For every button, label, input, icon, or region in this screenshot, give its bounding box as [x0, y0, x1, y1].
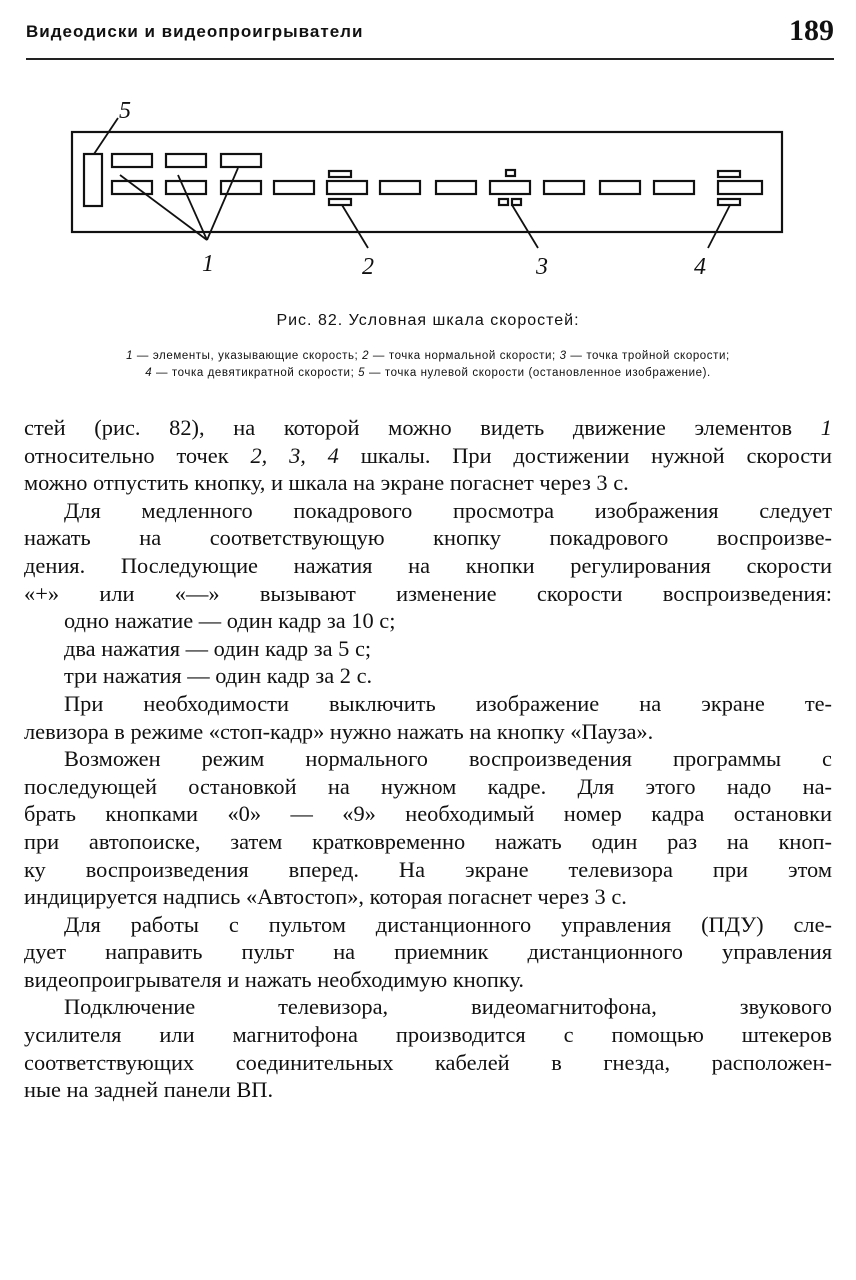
- scale-segment: [327, 181, 367, 194]
- legend-number: 3: [559, 350, 567, 362]
- triple-speed-mark: [506, 170, 515, 176]
- speed-element: [166, 154, 206, 167]
- legend-text: — точка нормальной скорости;: [369, 350, 560, 362]
- leader-line-1: [207, 168, 238, 240]
- text-line: усилителя или магнитофона производится с помощью штекеров: [24, 1022, 832, 1048]
- text-run: 2, 3, 4: [250, 442, 339, 468]
- text-line: Для медленного покадрового просмотра изображения следует: [64, 497, 832, 523]
- legend-number: 1: [126, 350, 134, 362]
- text-line: Возможен режим нормального воспроизведения программы с: [64, 746, 832, 772]
- text-line: Для работы с пультом дистанционного управления (ПДУ) сле-: [64, 911, 832, 937]
- text-line: Подключение телевизора, видеомагнитофона, звукового: [64, 994, 832, 1020]
- leader-line-1: [120, 175, 207, 240]
- scale-segment: [436, 181, 476, 194]
- leader-line-2: [342, 205, 368, 248]
- legend-text: — точка девятикратной скорости;: [152, 367, 359, 379]
- text-line: видеопроигрывателя и нажать необходимую кнопку.: [24, 966, 524, 992]
- figure-caption: Рис. 82. Условная шкала скоростей:: [276, 312, 580, 329]
- text-run: 1: [820, 415, 832, 440]
- normal-speed-mark: [329, 171, 351, 177]
- scale-segment: [600, 181, 640, 194]
- legend-text: — элементы, указывающие скорость;: [133, 350, 363, 362]
- text-line: левизора в режиме «стоп-кадр» нужно нажать на кнопку «Пауза».: [24, 718, 654, 744]
- body-text: [24, 414, 832, 1104]
- text-line: соответствующих соединительных кабелей в гнезда, расположен-: [24, 1049, 832, 1075]
- text-line: последующей остановкой на нужном кадре. Для этого надо на-: [24, 773, 832, 799]
- text-line: нажать на соответствующую кнопку покадрового воспроизве-: [24, 525, 832, 551]
- leader-line-5: [94, 118, 118, 154]
- text-line: [24, 414, 832, 442]
- zero-speed-point: [84, 154, 102, 206]
- figure-label-4: 4: [694, 254, 706, 280]
- text-line: при автопоиске, затем кратковременно нажать один раз на кноп-: [24, 828, 832, 854]
- figure-label-1: 1: [202, 251, 214, 277]
- leader-line-4: [708, 205, 730, 248]
- legend-number: 2: [362, 350, 370, 362]
- text-line: два нажатия — один кадр за 5 с;: [64, 635, 372, 661]
- speed-element: [112, 154, 152, 167]
- legend-number: 4: [145, 367, 153, 379]
- text-line: одно нажатие — один кадр за 10 с;: [64, 608, 396, 634]
- leader-line-3: [512, 205, 538, 248]
- triple-speed-point: [512, 199, 521, 205]
- text-line: три нажатия — один кадр за 2 с.: [64, 663, 373, 689]
- figure-label-5: 5: [119, 98, 131, 124]
- page-header: [26, 14, 834, 60]
- text-run: относительно точек: [24, 442, 251, 468]
- normal-speed-point: [329, 199, 351, 205]
- scale-segment: [544, 181, 584, 194]
- text-line: брать кнопками «0» — «9» необходимый номер кадра остановки: [24, 801, 832, 827]
- scale-segment: [274, 181, 314, 194]
- scale-segment: [718, 181, 762, 194]
- text-line: «+» или «—» вызывают изменение скорости воспроизведения:: [24, 580, 832, 606]
- speed-scale-diagram: [0, 88, 856, 288]
- ninefold-speed-point: [718, 199, 740, 205]
- text-line: индицируется надпись «Автостоп», которая погаснет через 3 с.: [24, 884, 627, 910]
- text-line: ку воспроизведения вперед. На экране телевизора при этом: [24, 856, 832, 882]
- text-line: можно отпустить кнопку, и шкала на экране погаснет через 3 с.: [24, 470, 629, 496]
- figure-legend: [30, 348, 826, 382]
- scale-segment: [380, 181, 420, 194]
- ninefold-speed-mark: [718, 171, 740, 177]
- text-line: При необходимости выключить изображение на экране те-: [64, 690, 832, 716]
- figure-label-3: 3: [536, 254, 548, 280]
- legend-line: [30, 365, 826, 382]
- scale-segment: [490, 181, 530, 194]
- triple-speed-point: [499, 199, 508, 205]
- legend-number: 5: [358, 367, 366, 379]
- speed-element: [221, 154, 261, 167]
- text-line: [24, 442, 832, 470]
- legend-line: [30, 348, 826, 365]
- legend-text: — точка тройной скорости;: [566, 350, 730, 362]
- scale-segment: [654, 181, 694, 194]
- legend-text: — точка нулевой скорости (остановленное изображение).: [365, 367, 711, 379]
- text-line: дения. Последующие нажатия на кнопки регулирования скорости: [24, 552, 832, 578]
- page-number: 189: [789, 14, 834, 47]
- text-run: шкалы. При достижении нужной скорости: [338, 442, 832, 468]
- text-run: стей (рис. 82), на которой можно видеть движение элементов: [24, 415, 821, 440]
- figure-label-2: 2: [362, 254, 374, 280]
- text-line: ные на задней панели ВП.: [24, 1077, 274, 1103]
- running-title: Видеодиски и видеопроигрыватели: [26, 22, 364, 41]
- text-line: дует направить пульт на приемник дистанционного управления: [24, 939, 832, 965]
